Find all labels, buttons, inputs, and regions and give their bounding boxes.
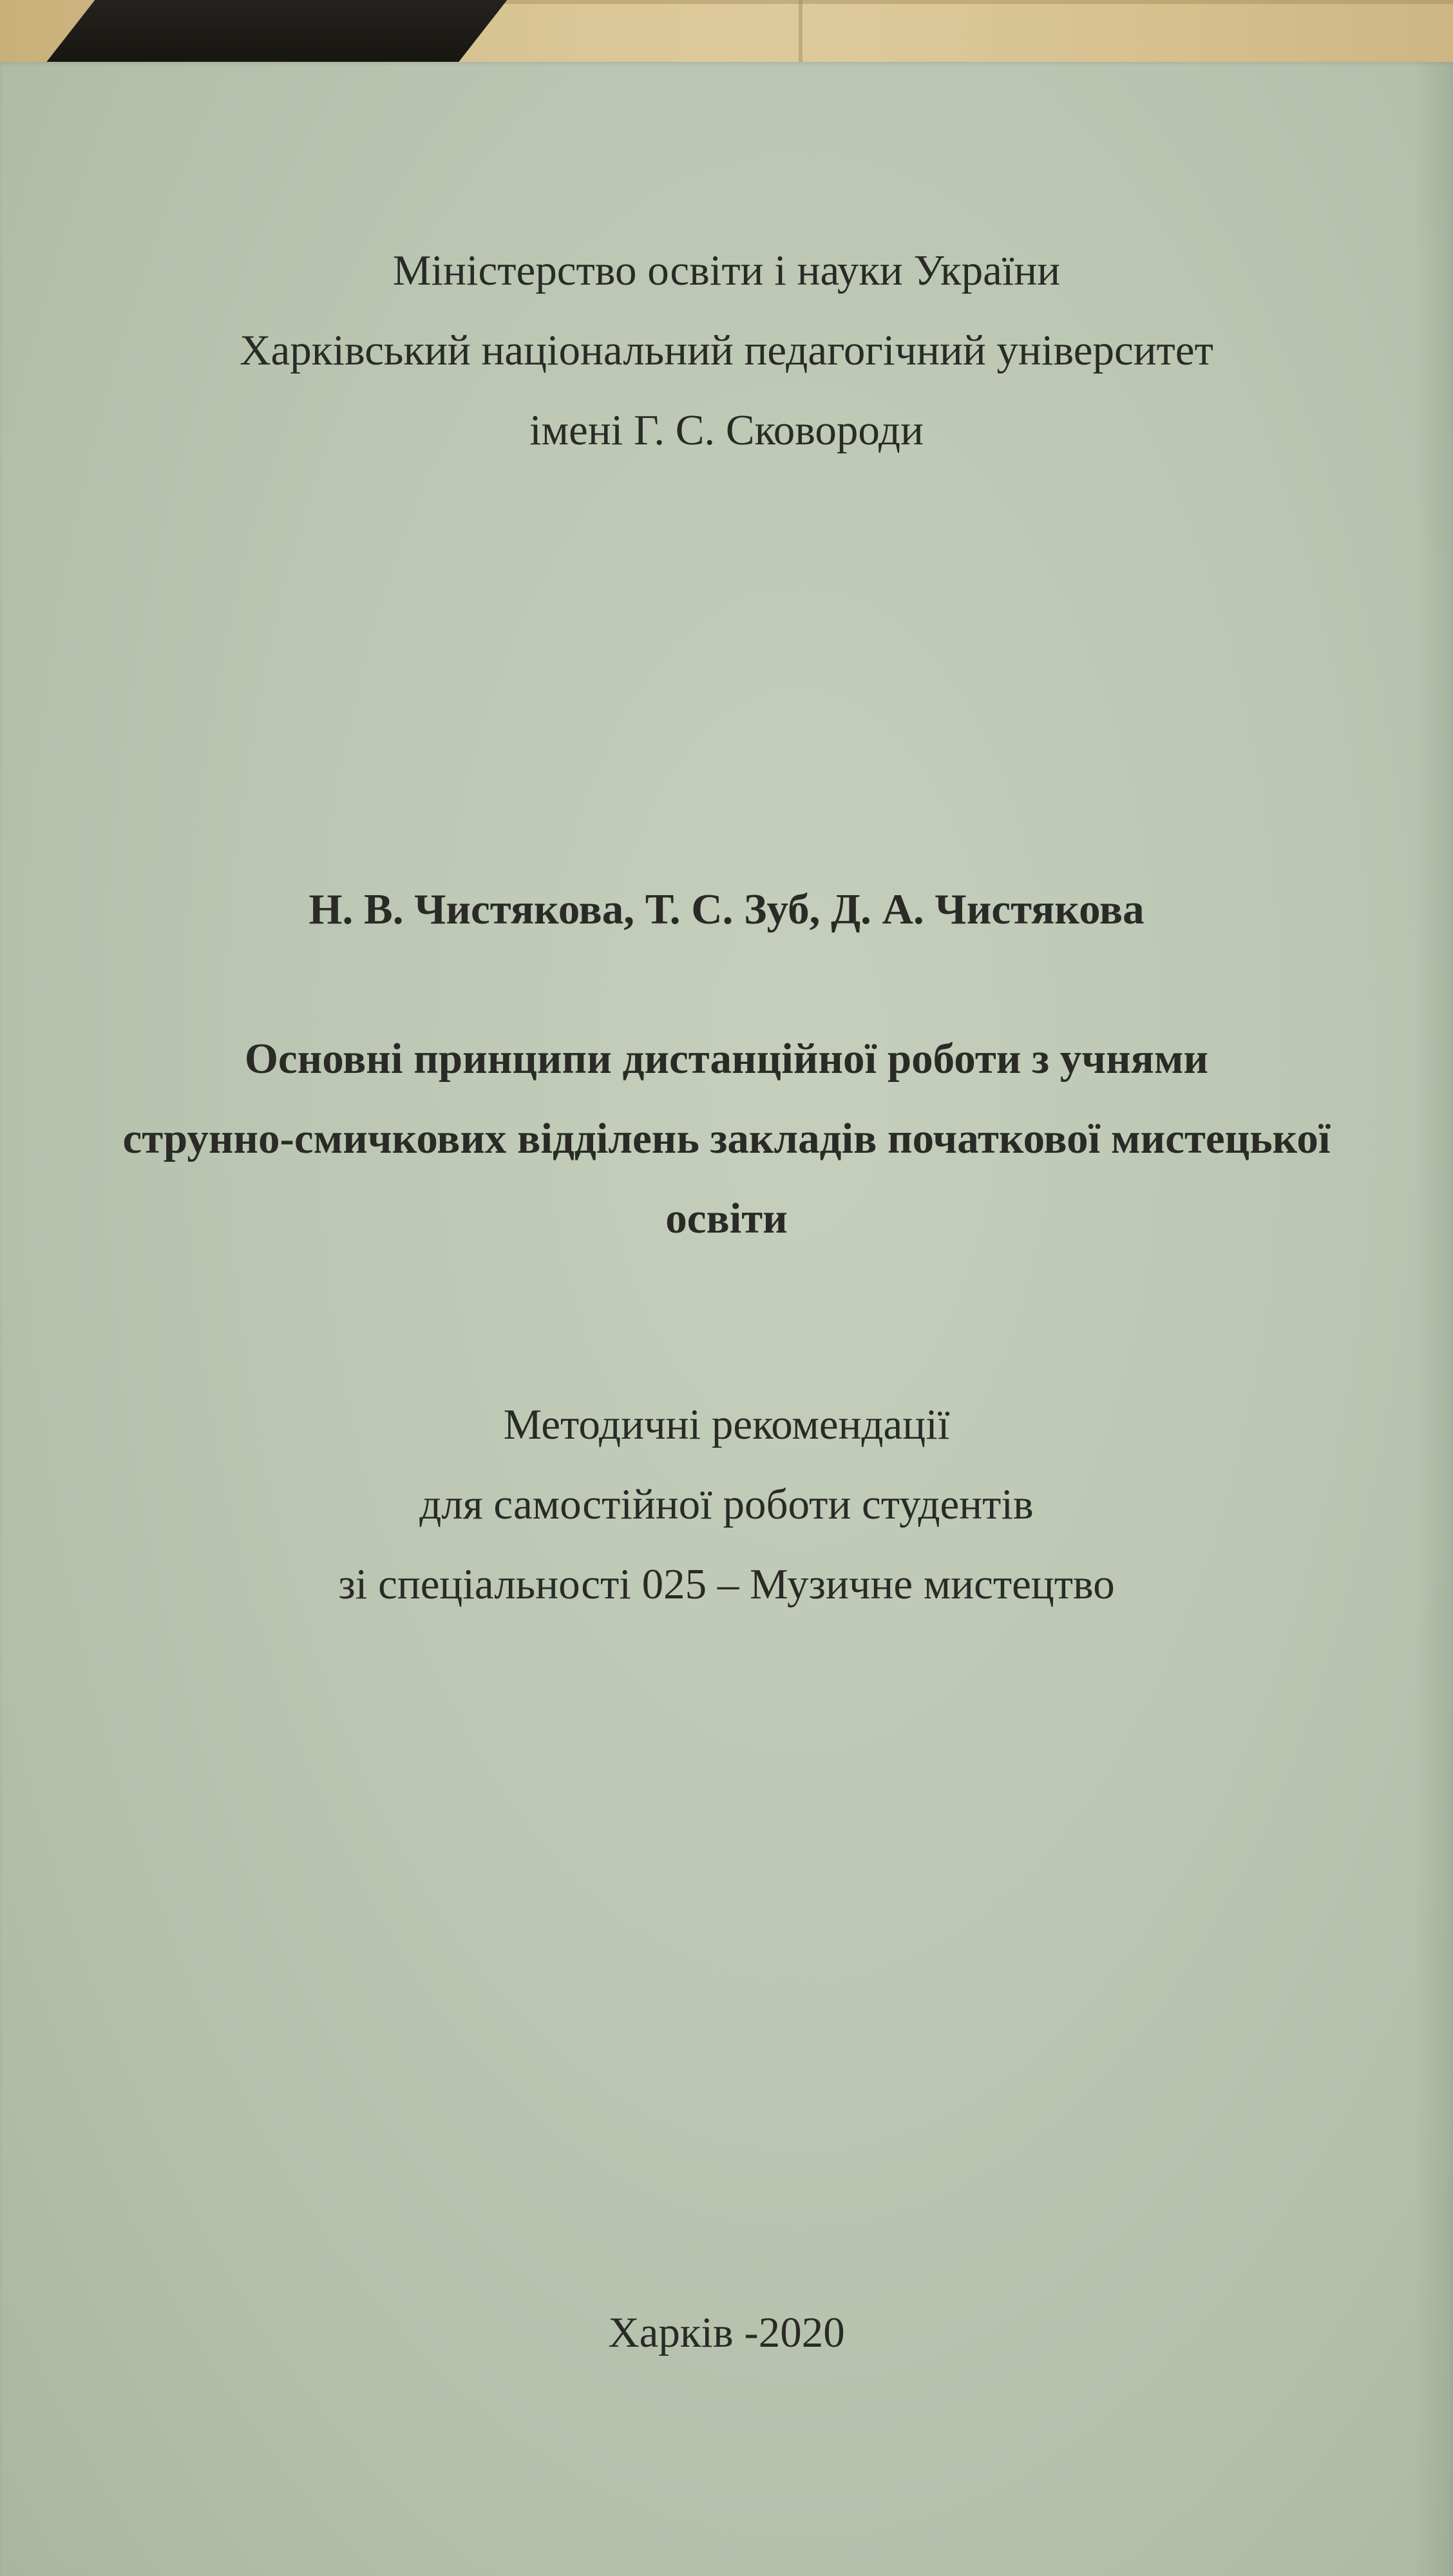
subtitle-line-2: для самостійної роботи студентів bbox=[419, 1481, 1034, 1528]
subtitle-line-3: зі спеціальності 025 – Музичне мистецтво bbox=[338, 1560, 1115, 1608]
title-line-3: освіти bbox=[665, 1195, 788, 1242]
university-line: Харківський національний педагогічний університет bbox=[240, 327, 1213, 374]
authors bbox=[0, 869, 1453, 949]
backdrop-edge bbox=[361, 0, 1453, 4]
place-year bbox=[0, 2293, 1453, 2372]
dark-object bbox=[39, 0, 527, 71]
backdrop-seam bbox=[799, 0, 802, 71]
institution-header bbox=[0, 231, 1453, 470]
place-year-line: Харків -2020 bbox=[608, 2309, 845, 2356]
title-line-1: Основні принципи дистанційної роботи з учнями bbox=[244, 1035, 1209, 1083]
document-subtitle bbox=[0, 1385, 1453, 1624]
subtitle-line-1: Методичні рекомендації bbox=[503, 1401, 950, 1448]
ministry-line: Міністерство освіти і науки України bbox=[392, 247, 1061, 294]
university-name-line: імені Г. С. Сковороди bbox=[529, 406, 924, 454]
title-line-2: струнно-смичкових відділень закладів початкової мистецької bbox=[122, 1115, 1331, 1162]
document-title bbox=[0, 1019, 1453, 1258]
authors-line: Н. В. Чистякова, Т. С. Зуб, Д. А. Чистякова bbox=[309, 886, 1144, 933]
